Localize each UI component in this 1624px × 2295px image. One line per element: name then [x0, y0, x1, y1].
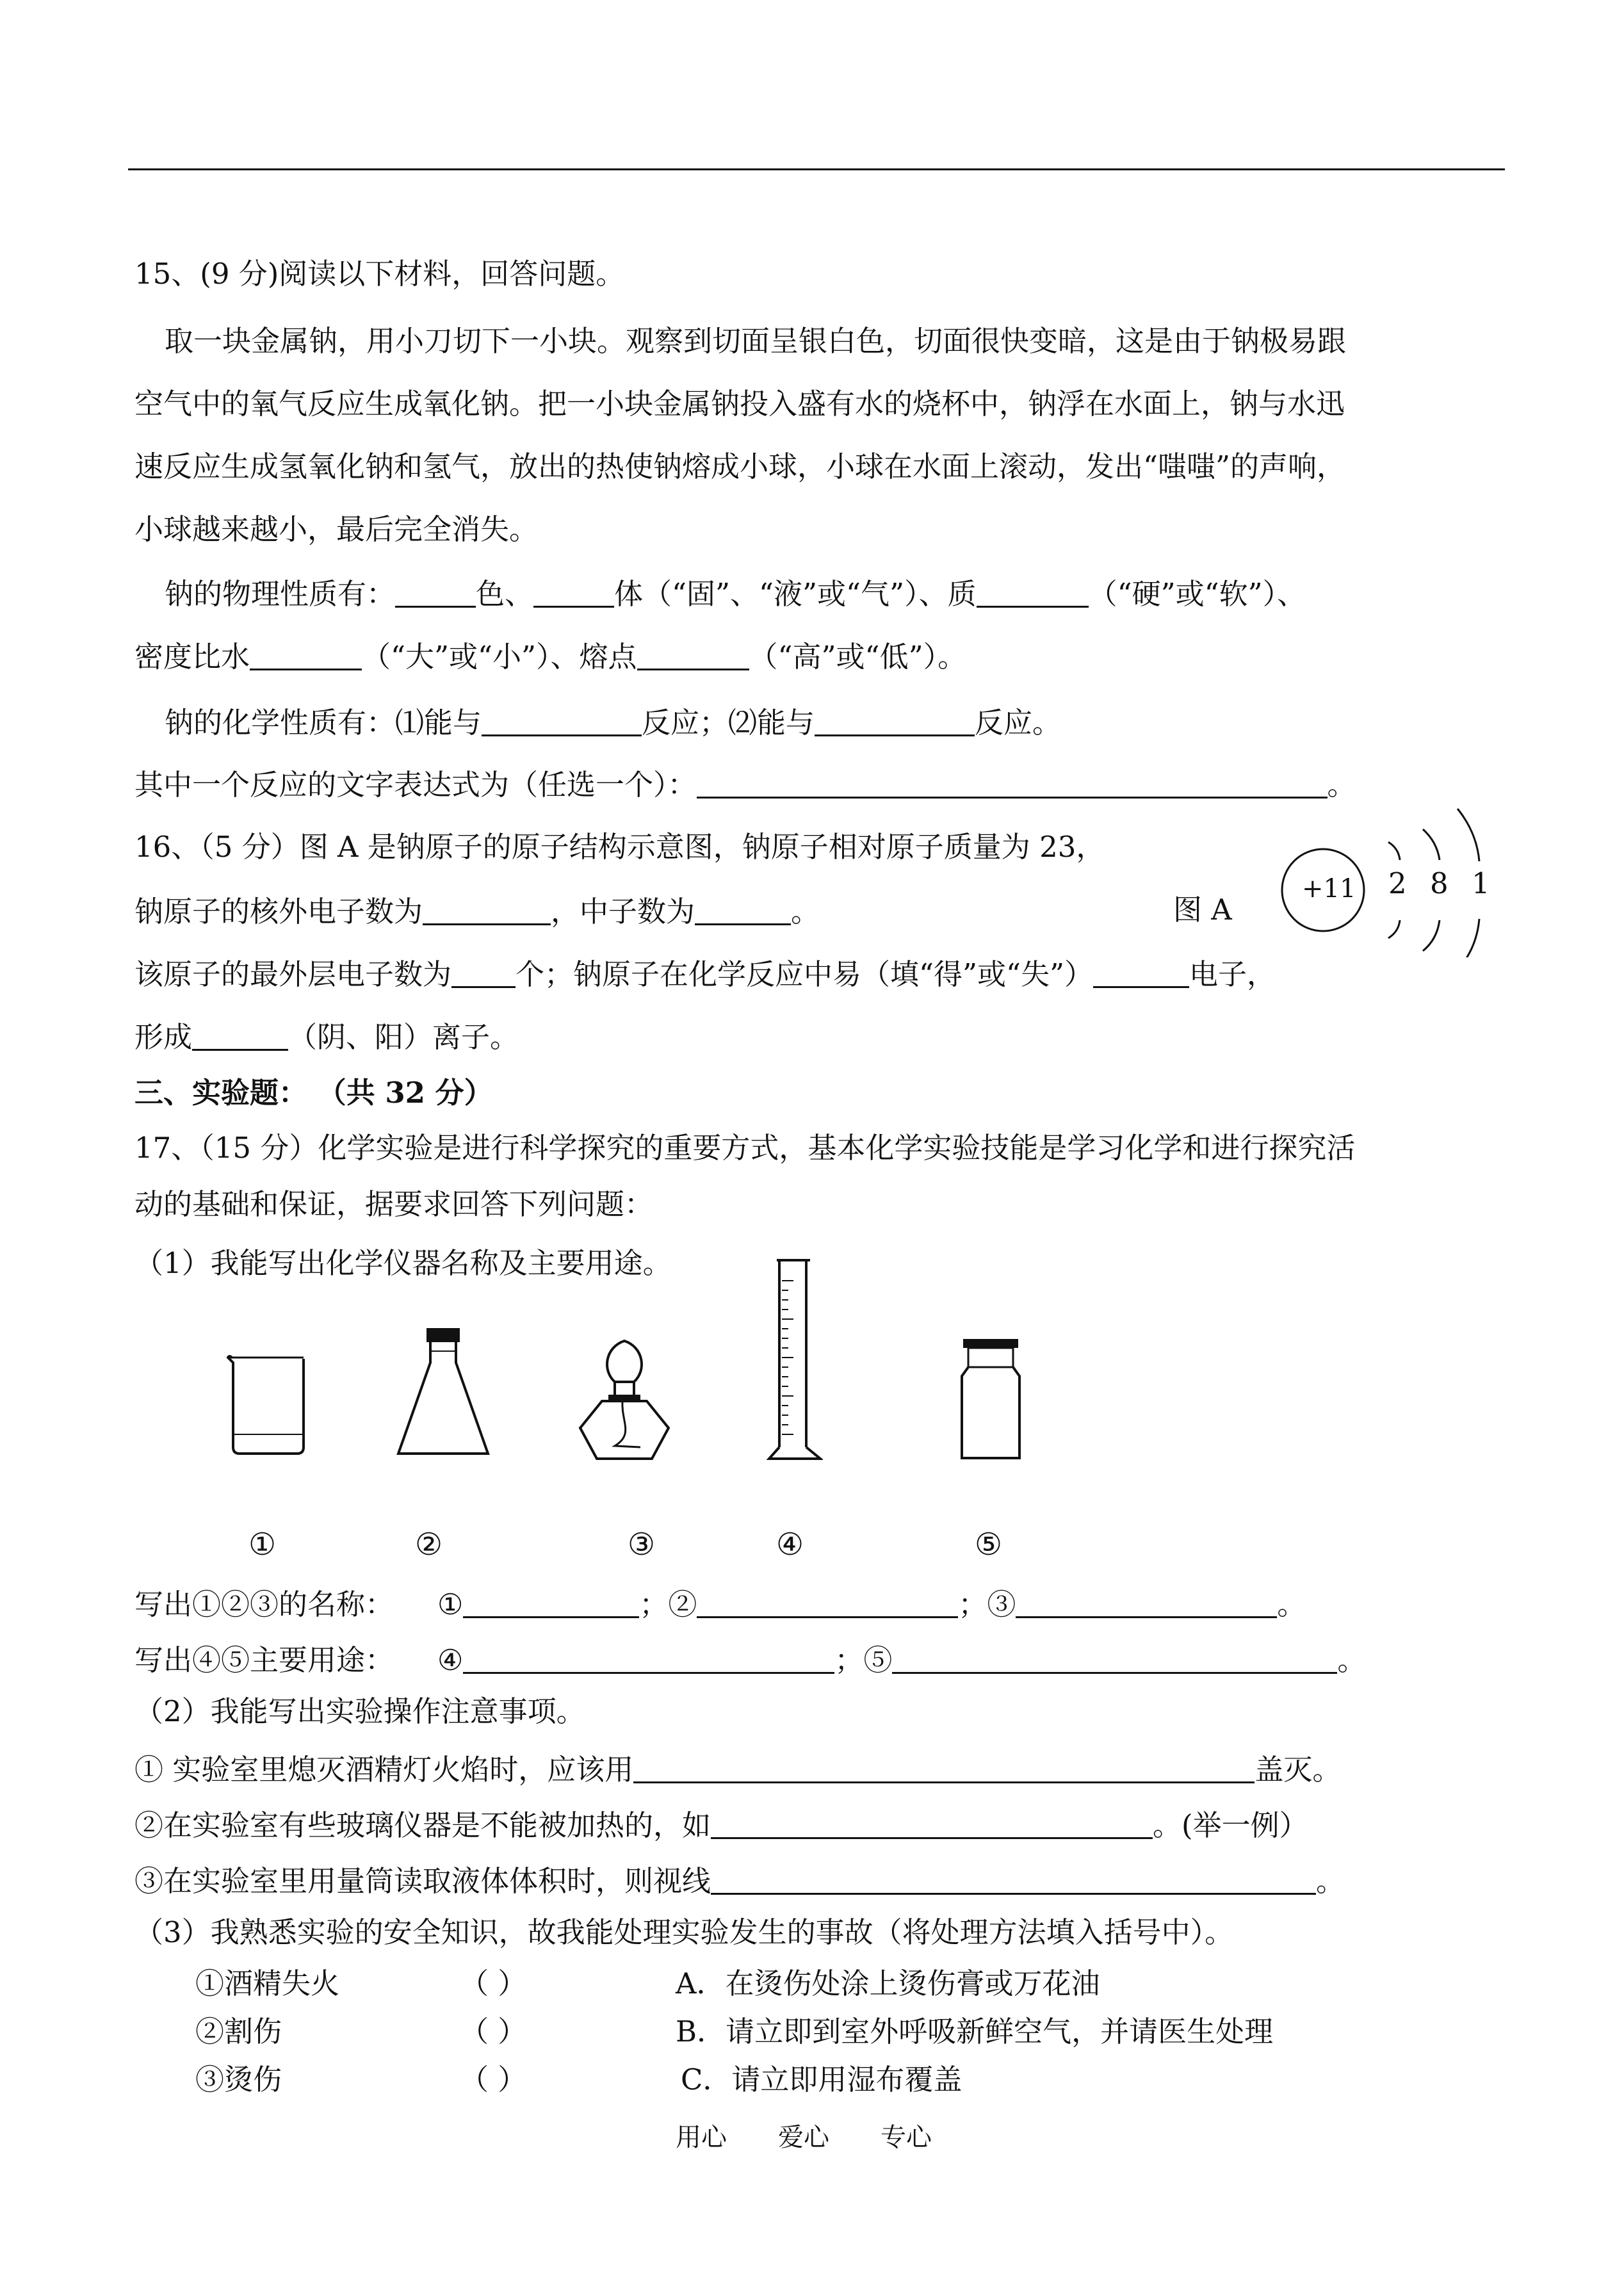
- graduated-cylinder-icon: [765, 1255, 823, 1466]
- q16-line-2-end: 。: [791, 895, 820, 929]
- q17-op-3-end: 。: [1316, 1864, 1345, 1898]
- conical-flask-icon: [392, 1326, 494, 1460]
- q17-op-3-text: ③在实验室里用量筒读取液体体积时，则视线: [134, 1864, 711, 1898]
- shell-arc-3-top: [1458, 809, 1479, 861]
- shell-3-count: 1: [1472, 866, 1490, 900]
- blank-name-3[interactable]: [1016, 1588, 1277, 1618]
- blank-react-1[interactable]: [482, 706, 642, 736]
- q15-physical-hardness: （“硬”或“软”）、: [1088, 577, 1306, 611]
- q15-physical-color: 色、: [476, 577, 534, 611]
- accident-item-1: ①酒精失火: [195, 1967, 340, 2000]
- q17-uses-line: [134, 1644, 1366, 1675]
- q17-op-2: [134, 1809, 1308, 1840]
- footer-item-3: 专心: [881, 2123, 932, 2152]
- q17-op-2-end: 。(举一例）: [1153, 1808, 1308, 1842]
- q15-title: 15、(9 分)阅读以下材料，回答问题。: [134, 257, 625, 291]
- q17-op-1-text: ① 实验室里熄灭酒精灯火焰时，应该用: [134, 1753, 634, 1787]
- blank-state[interactable]: [533, 578, 614, 608]
- q17-line-1: 17、（15 分）化学实验是进行科学探究的重要方式，基本化学实验技能是学习化学和进行探究活: [134, 1131, 1356, 1165]
- q17-uses-label: 写出④⑤主要用途：: [134, 1643, 394, 1677]
- q17-uses-5: ；⑤: [834, 1643, 893, 1677]
- q15-chemical-label: 钠的化学性质有：⑴能与: [165, 706, 482, 740]
- accident-item-2: ②割伤: [195, 2015, 282, 2048]
- q17-op-1-end: 盖灭。: [1255, 1753, 1342, 1787]
- accident-paren-3[interactable]: （ ）: [460, 2063, 527, 2096]
- q17-part-3: （3）我熟悉实验的安全知识，故我能处理实验发生的事故（将处理方法填入括号中）。: [134, 1915, 1234, 1949]
- cylinder-scale: [782, 1281, 793, 1434]
- blank-op-1[interactable]: [633, 1753, 1255, 1783]
- q15-physical-line-2: [134, 640, 967, 674]
- instrument-number-5: ⑤: [975, 1527, 1003, 1562]
- q16-gain-lose-label: 个；钠原子在化学反应中易（填“得”或“失”）: [516, 957, 1094, 991]
- q15-meltpoint-label: （“大”或“小”）、熔点: [362, 640, 637, 674]
- footer-item-1: 用心: [676, 2123, 727, 2152]
- shell-arc-1-bottom: [1388, 920, 1400, 938]
- q17-uses-4: ④: [437, 1643, 464, 1677]
- blank-expression[interactable]: [697, 768, 1328, 799]
- q15-chemical-mid: 反应；⑵能与: [642, 706, 815, 740]
- accident-option-c: C．请立即用湿布覆盖: [681, 2063, 962, 2096]
- q16-ion-options: （阴、阳）离子。: [288, 1020, 519, 1054]
- footer-item-2: 爱心: [778, 2123, 829, 2152]
- blank-density[interactable]: [250, 640, 362, 670]
- accident-item-3: ③烫伤: [195, 2063, 282, 2096]
- shell-2-count: 8: [1430, 866, 1449, 900]
- shell-arc-3-bottom: [1458, 919, 1479, 957]
- blank-outer-electrons[interactable]: [451, 958, 516, 988]
- blank-meltpoint[interactable]: [637, 640, 749, 670]
- blank-use-4[interactable]: [463, 1644, 834, 1674]
- q17-names-3: ；③: [958, 1587, 1016, 1621]
- figure-a-label: 图 A: [1173, 893, 1232, 927]
- q15-density-label: 密度比水: [134, 640, 250, 674]
- q17-uses-end: 。: [1337, 1643, 1367, 1677]
- blank-name-1[interactable]: [463, 1588, 639, 1618]
- q16-line-3-end: 电子，: [1189, 957, 1276, 991]
- shell-arc-2-top: [1423, 829, 1440, 860]
- q17-op-3: [134, 1864, 1345, 1898]
- q15-expression-end: 。: [1327, 768, 1356, 802]
- q17-names-line: [134, 1588, 1306, 1619]
- shell-1-count: 2: [1388, 866, 1407, 900]
- blank-hardness[interactable]: [977, 578, 1089, 608]
- q16-outer-label: 该原子的最外层电子数为: [134, 957, 452, 991]
- instrument-number-3: ③: [628, 1527, 656, 1562]
- q15-para-line-1: 取一块金属钠，用小刀切下一小块。观察到切面呈银白色，切面很快变暗，这是由于钠极易跟: [165, 324, 1347, 358]
- q15-expression-line: [134, 768, 1356, 802]
- q16-line-3: [134, 958, 1276, 989]
- q17-names-1: ①: [437, 1587, 464, 1621]
- q16-line-2: [134, 895, 820, 929]
- q17-op-2-text: ②在实验室有些玻璃仪器是不能被加热的，如: [134, 1808, 711, 1842]
- q15-chemical-line: [165, 706, 1062, 740]
- q16-line-4: [134, 1020, 519, 1054]
- blank-gain-lose[interactable]: [1093, 958, 1189, 988]
- alcohol-lamp-icon: [576, 1338, 672, 1463]
- q15-para-line-4: 小球越来越小，最后完全消失。: [134, 512, 539, 546]
- q15-physical-state: 体（“固”、“液”或“气”）、质: [614, 577, 977, 611]
- section-3-heading: 三、实验题： （共 32 分）: [134, 1076, 493, 1110]
- q17-names-2: ；②: [639, 1587, 697, 1621]
- accident-option-b: B．请立即到室外呼吸新鲜空气，并请医生处理: [676, 2015, 1274, 2048]
- instrument-number-2: ②: [415, 1527, 443, 1562]
- instrument-number-1: ①: [248, 1527, 277, 1562]
- q16-electron-label: 钠原子的核外电子数为: [134, 895, 423, 929]
- reagent-bottle-icon: [954, 1335, 1028, 1463]
- q17-part-2: （2）我能写出实验操作注意事项。: [134, 1694, 585, 1728]
- q15-para-line-3: 速反应生成氢氧化钠和氢气，放出的热使钠熔成小球，小球在水面上滚动，发出“嗤嗤”的声响，: [134, 450, 1346, 483]
- q15-physical-line: [165, 577, 1306, 611]
- blank-neutrons[interactable]: [695, 895, 791, 925]
- blank-ion-type[interactable]: [192, 1021, 288, 1051]
- q16-line-1: 16、（5 分）图 A 是钠原子的原子结构示意图，钠原子相对原子质量为 23，: [134, 830, 1105, 864]
- q17-op-1: [134, 1753, 1342, 1787]
- blank-react-2[interactable]: [815, 706, 975, 736]
- shell-arc-1-top: [1388, 842, 1400, 860]
- page-footer: [676, 2125, 983, 2150]
- blank-op-3[interactable]: [711, 1865, 1316, 1895]
- q17-names-end: 。: [1277, 1587, 1306, 1621]
- q17-part-1: （1）我能写出化学仪器名称及主要用途。: [134, 1246, 672, 1280]
- blank-name-2[interactable]: [697, 1588, 958, 1618]
- q16-ion-label: 形成: [134, 1020, 193, 1054]
- beaker-icon: [224, 1351, 314, 1460]
- blank-color[interactable]: [395, 578, 476, 608]
- blank-use-5[interactable]: [892, 1644, 1337, 1674]
- accident-paren-2[interactable]: （ ）: [460, 2015, 527, 2048]
- nucleus-charge: +11: [1302, 874, 1356, 904]
- shell-arc-2-bottom: [1423, 920, 1440, 951]
- blank-electrons[interactable]: [423, 895, 551, 925]
- q17-names-label: 写出①②③的名称：: [134, 1587, 394, 1621]
- q17-line-2: 动的基础和保证，据要求回答下列问题：: [134, 1187, 654, 1221]
- instrument-number-4: ④: [776, 1527, 804, 1562]
- q16-neutron-label: ，中子数为: [551, 895, 695, 929]
- q15-chemical-end: 反应。: [975, 706, 1062, 740]
- q15-expression-label: 其中一个反应的文字表达式为（任选一个）：: [134, 768, 697, 802]
- q15-meltpoint-options: （“高”或“低”）。: [749, 640, 967, 674]
- accident-paren-1[interactable]: （ ）: [460, 1967, 527, 2000]
- blank-op-2[interactable]: [711, 1809, 1153, 1839]
- q15-physical-label: 钠的物理性质有：: [165, 577, 396, 611]
- accident-option-a: A．在烫伤处涂上烫伤膏或万花油: [676, 1967, 1100, 2000]
- header-rule: [128, 168, 1505, 170]
- q15-para-line-2: 空气中的氧气反应生成氧化钠。把一小块金属钠投入盛有水的烧杯中，钠浮在水面上，钠与水迅: [134, 387, 1345, 421]
